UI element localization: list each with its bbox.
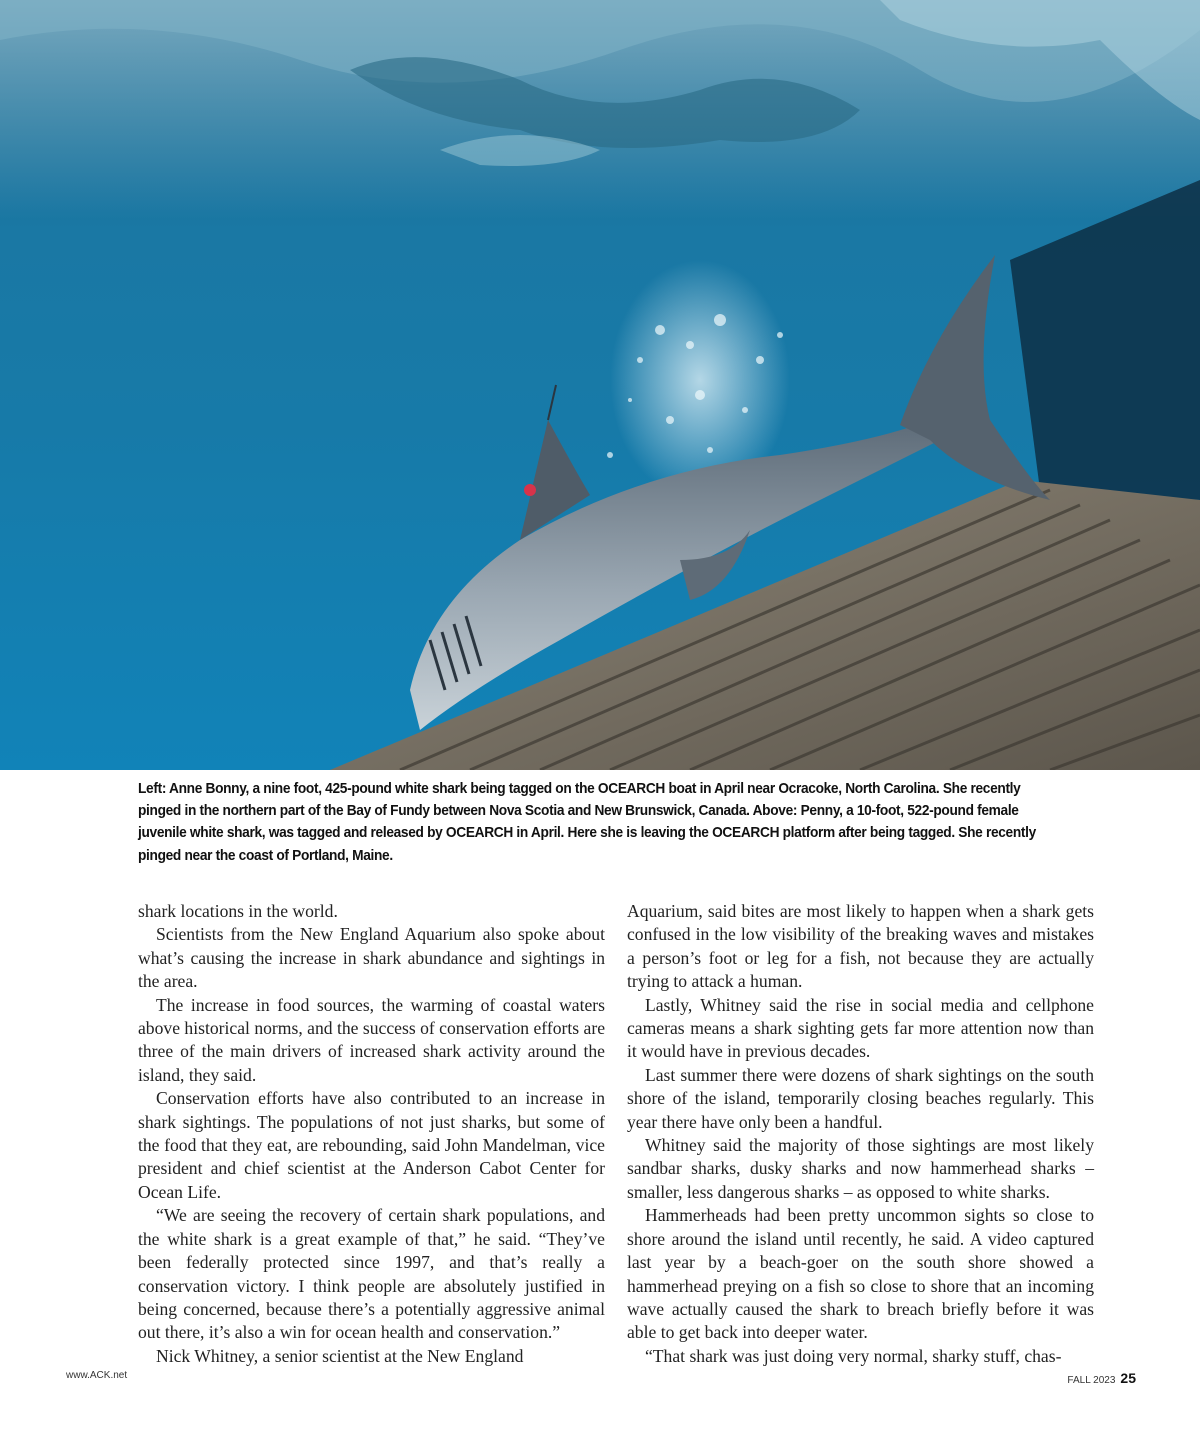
paragraph: Last summer there were dozens of shark sightings on the south shore of the island, temporarily closing beaches regularly. This year there have only been a handful.: [627, 1064, 1094, 1132]
paragraph: “That shark was just doing very normal, sharky stuff, chas-: [645, 1345, 1062, 1366]
paragraph: Aquarium, said bites are most likely to happen when a shark gets confused in the low visibility of the breaking waves and mistakes a person’s foot or leg for a fish, not because they are actually trying to attack a human.: [627, 901, 1094, 992]
paragraph: Conservation efforts have also contributed to an increase in shark sightings. The populations of not just sharks, but some of the food that they eat, are rebounding, said John Mandelman, vice president and chief scientist at the Anderson Cabot Center for Ocean Life.: [138, 1088, 605, 1202]
paragraph: Lastly, Whitney said the rise in social media and cellphone cameras means a shark sighting gets far more attention now than it would have in previous decades.: [627, 994, 1094, 1062]
issue-label: FALL 2023: [1067, 1375, 1116, 1386]
paragraph: Hammerheads had been pretty uncommon sights so close to shore around the island until recently, he said. A video captured last year by a beach-goer on the south shore showed a hammerhead preying on a fish so close to shore that an incoming wave actually caused the shark to breach briefly before it was able to get back into deeper water.: [627, 1205, 1094, 1343]
paragraph: Scientists from the New England Aquarium also spoke about what’s causing the increase in shark abundance and sightings in the area.: [138, 924, 605, 992]
paragraph: The increase in food sources, the warming of coastal waters above historical norms, and the success of conservation efforts are three of the main drivers of increased shark activity around the island, they said.: [138, 994, 605, 1085]
footer-website: www.ACK.net: [66, 1370, 128, 1381]
paragraph: Whitney said the majority of those sightings are most likely sandbar sharks, dusky sharks and now hammerhead sharks – smaller, less dangerous sharks – as opposed to white sharks.: [627, 1135, 1094, 1202]
paragraph: “We are seeing the recovery of certain shark populations, and the white shark is a great example of that,” he said. “They’ve been federally protected since 1997, and that’s really a conservation victory. I think people are absolutely justified in being concerned, because there’s a potentially aggressive animal out there, it’s also a win for ocean health and conservation.”: [138, 1205, 605, 1343]
paragraph: shark locations in the world.: [138, 901, 338, 921]
paragraph: Nick Whitney, a senior scientist at the New England: [156, 1345, 524, 1366]
photo-caption: Left: Anne Bonny, a nine foot, 425-pound white shark being tagged on the OCEARCH boat in April near Ocracoke, North Carolina. She recently pinged in the northern part of the Bay of Fundy between Nova Scotia and New Brunswick, Canada. Above: Penny, a 10-foot, 522-pound female juvenile white shark, was tagged and released by OCEARCH in April. Here she is leaving the OCEARCH platform after being tagged. She recently pinged near the coast of Portland, Maine.: [138, 781, 1036, 864]
footer-issue: [1067, 1370, 1136, 1386]
article-column-left: [138, 900, 605, 1368]
article-column-right: [627, 900, 1094, 1368]
page-number: 25: [1120, 1370, 1136, 1386]
